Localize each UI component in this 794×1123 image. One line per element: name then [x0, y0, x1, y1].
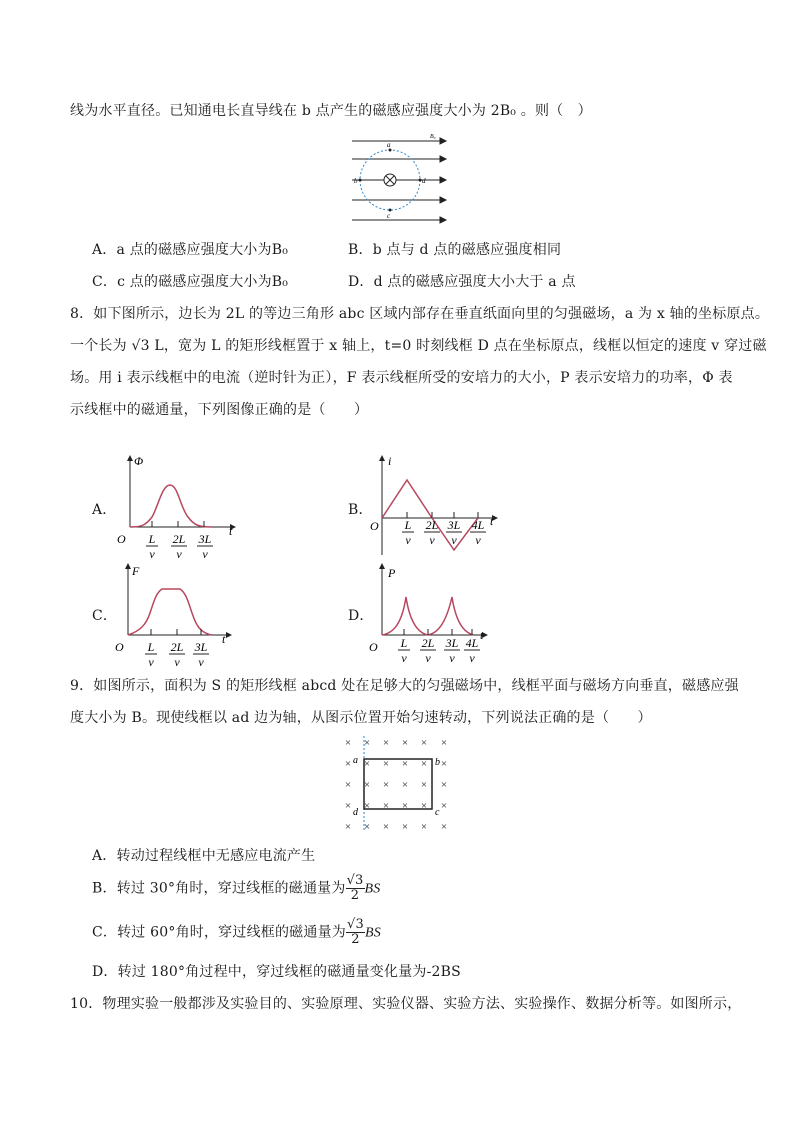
graph-d-origin: O [369, 640, 378, 654]
field-cross: × [440, 758, 448, 770]
field-cross: × [382, 737, 390, 749]
graph-a-xaxis: t [229, 524, 233, 538]
graph-d-xaxis: t [480, 628, 484, 642]
graph-a-origin: O [117, 532, 126, 546]
graph-c [112, 563, 242, 671]
q10-line1: 10．物理实验一般都涉及实验目的、实验原理、实验仪器、实验方法、实验操作、数据分析等。如图所示， [70, 996, 742, 1012]
q7-option-b: B．b 点与 d 点的磁感应强度相同 [348, 242, 562, 258]
q9-loop-diagram [340, 734, 458, 834]
tick-den: v [176, 547, 182, 561]
tick: L [147, 640, 155, 654]
label-B0: B₀ [430, 134, 436, 140]
graph-b-label: B． [348, 502, 373, 518]
q9-option-c-text: C．转过 60°角时，穿过线框的磁通量为 [92, 924, 346, 941]
label-d: d [422, 177, 426, 185]
graph-b [368, 455, 508, 565]
graph-a-ylabel: Φ [134, 455, 144, 468]
tick-den: v [401, 651, 407, 665]
tick-den: v [405, 533, 411, 547]
field-cross: × [344, 758, 352, 770]
tick-den: v [429, 533, 435, 547]
q9-option-b: B．转过 30°角时，穿过线框的磁通量为 $\frac{√3}{2}$ BS [92, 873, 381, 903]
label-c: c [435, 807, 440, 818]
field-cross: × [344, 821, 352, 833]
tick: 2L [421, 636, 435, 650]
field-cross: × [363, 800, 371, 812]
field-cross: × [420, 737, 428, 749]
tick-den: v [449, 651, 455, 665]
field-cross: × [401, 737, 409, 749]
label-d: d [353, 807, 358, 818]
graph-c-ylabel: F [132, 564, 140, 578]
tick: 2L [170, 640, 184, 654]
tick-den: v [475, 533, 481, 547]
tick: 4L [471, 518, 485, 532]
q8-line3: 场。用 i 表示线框中的电流（逆时针为正），F 表示线框所受的安培力的大小，P 表示安培力的功率，Φ 表 [70, 370, 733, 386]
field-lines [352, 138, 446, 223]
sqrt3-over-2: $\frac{√3}{2}$ [346, 917, 364, 947]
graph-b-origin: O [370, 519, 379, 533]
field-cross: × [344, 779, 352, 791]
q8-line1: 8．如下图所示，边长为 2L 的等边三角形 abc 区域内部存在垂直纸面向里的匀强磁场，a 为 x 轴的坐标原点。 [70, 306, 770, 322]
graph-d-ylabel: P [388, 566, 396, 580]
tick-den: v [149, 547, 155, 561]
force-curve [128, 589, 212, 635]
field-cross: × [382, 758, 390, 770]
graph-a-label: A． [92, 502, 117, 518]
sqrt3-over-2: $\frac{√3}{2}$ [346, 873, 364, 903]
tick: 3L [194, 640, 208, 654]
label-b: b [354, 177, 358, 185]
tick-den: v [198, 655, 204, 669]
label-a: a [353, 755, 358, 766]
tick: L [148, 532, 156, 546]
graph-c-origin: O [115, 640, 124, 654]
q7-option-c: C．c 点的磁感应强度大小为B₀ [92, 274, 289, 290]
field-cross: × [440, 779, 448, 791]
field-cross: × [420, 758, 428, 770]
field-cross: × [344, 737, 352, 749]
tick-den: v [148, 655, 154, 669]
q7-field-diagram [348, 130, 448, 230]
label-b: b [435, 757, 440, 768]
field-cross: × [440, 800, 448, 812]
tick: 2L [172, 532, 186, 546]
q8-line2: 一个长为 √3 L，宽为 L 的矩形线框置于 x 轴上，t=0 时刻线框 D 点在坐标原点，线框以恒定的速度 v 穿过磁 [70, 338, 767, 354]
graph-d [368, 563, 498, 671]
q9-option-a: A．转动过程线框中无感应电流产生 [92, 848, 316, 864]
field-cross: × [363, 821, 371, 833]
field-cross: × [382, 800, 390, 812]
q7-option-a: A．a 点的磁感应强度大小为B₀ [92, 242, 289, 258]
field-cross: × [363, 758, 371, 770]
q7-intro: 线为水平直径。已知通电长直导线在 b 点产生的磁感应强度大小为 2B₀ 。则（ ） [70, 103, 592, 119]
flux-curve [130, 485, 212, 527]
label-c: c [387, 212, 391, 220]
tick: 3L [445, 636, 459, 650]
field-cross: × [382, 821, 390, 833]
field-cross: × [401, 800, 409, 812]
q9-option-b-text: B．转过 30°角时，穿过线框的磁通量为 [92, 880, 346, 897]
tick: 2L [425, 518, 439, 532]
graph-d-label: D． [348, 608, 374, 624]
graph-b-ylabel: i [388, 455, 392, 468]
tick: 3L [447, 518, 461, 532]
q7-option-d: D．d 点的磁感应强度大小大于 a 点 [348, 274, 576, 290]
tick: L [400, 636, 408, 650]
tick-den: v [202, 547, 208, 561]
field-cross: × [382, 779, 390, 791]
q9-option-d: D．转过 180°角过程中，穿过线框的磁通量变化量为-2BS [92, 964, 461, 980]
q9-line2: 度大小为 B。现使线框以 ad 边为轴，从图示位置开始匀速转动，下列说法正确的是（ ） [70, 710, 652, 726]
graph-a [112, 455, 242, 565]
field-cross: × [363, 737, 371, 749]
field-cross: × [401, 758, 409, 770]
field-cross: × [401, 821, 409, 833]
tick: 3L [198, 532, 212, 546]
tick: L [404, 518, 412, 532]
q9-option-c: C．转过 60°角时，穿过线框的磁通量为 $\frac{√3}{2}$ BS [92, 917, 381, 947]
field-cross: × [440, 737, 448, 749]
tick-den: v [451, 533, 457, 547]
field-cross: × [363, 779, 371, 791]
graph-b-xaxis: t [490, 514, 494, 528]
field-cross: × [440, 821, 448, 833]
q8-line4: 示线框中的磁通量，下列图像正确的是（ ） [70, 402, 369, 418]
graph-c-xaxis: t [222, 632, 226, 646]
field-cross: × [420, 779, 428, 791]
field-cross: × [420, 800, 428, 812]
tick: 4L [465, 636, 479, 650]
field-cross: × [401, 779, 409, 791]
q9-line1: 9．如图所示，面积为 S 的矩形线框 abcd 处在足够大的匀强磁场中，线框平面与磁场方向垂直，磁感应强 [70, 678, 739, 694]
graph-c-label: C． [92, 608, 118, 624]
label-a: a [387, 141, 391, 149]
field-cross: × [344, 800, 352, 812]
tick-den: v [174, 655, 180, 669]
tick-den: v [425, 651, 431, 665]
field-cross: × [420, 821, 428, 833]
tick-den: v [469, 651, 475, 665]
